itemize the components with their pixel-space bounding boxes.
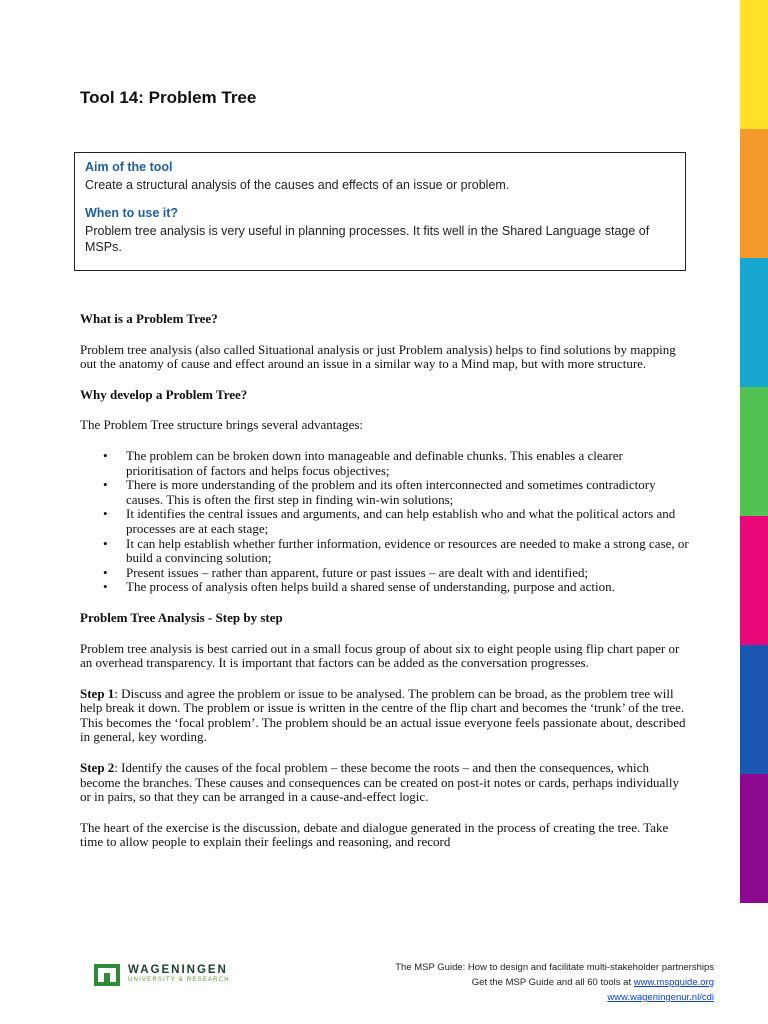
when-heading: When to use it? xyxy=(85,206,179,220)
aim-box xyxy=(74,152,686,271)
footer-line-2 xyxy=(395,975,714,990)
step-2-text: : Identify the causes of the focal problem – these become the roots – and then the consequences, which become the branches. These causes and consequences can be created on post-it notes or cards, perhaps individually or in pairs, so that they can be arranged in a cause-and-effect logic. xyxy=(80,760,679,805)
bullet-icon: • xyxy=(103,535,108,551)
list-item xyxy=(80,507,690,536)
list-item xyxy=(80,537,690,566)
steps-intro: Problem tree analysis is best carried out in a small focus group of about six to eight people using flip chart paper or an overhead transparency. It is important that factors can be added as the conversation progresses. xyxy=(80,640,680,671)
mspguide-link[interactable]: www.mspguide.org xyxy=(633,977,714,988)
list-item-text: There is more understanding of the problem and its often interconnected and sometimes contradictory causes. This is often the first step in finding win-win solutions; xyxy=(126,477,656,507)
list-item-text: Present issues – rather than apparent, future or past issues – are dealt with and identified; xyxy=(126,564,589,580)
page-title: Tool 14: Problem Tree xyxy=(80,88,257,107)
list-item-text: The process of analysis often helps build a shared sense of understanding, purpose and action. xyxy=(126,579,615,595)
heart-text: The heart of the exercise is the discussion, debate and dialogue generated in the process of creating the tree. Take time to allow people to explain their feelings and reasoning, and record xyxy=(80,819,669,850)
step-2 xyxy=(80,761,690,805)
step-1-text: : Discuss and agree the problem or issue to be analysed. The problem can be broad, as the problem tree will help break it down. The problem or issue is written in the centre of the flip chart and becomes the ‘trunk’ of the tree. This becomes the ‘focal problem’. The problem should be an actual issue everyone feels passionate about, described in general, key wording. xyxy=(80,685,686,745)
bullet-icon: • xyxy=(103,447,108,463)
bullet-icon: • xyxy=(103,477,108,493)
footer-line-1: The MSP Guide: How to design and facilitate multi-stakeholder partnerships xyxy=(395,962,714,973)
strip-purple xyxy=(740,774,768,903)
list-item-text: It can help establish whether further information, evidence or resources are needed to make a strong case, or build a convincing solution; xyxy=(126,535,689,566)
list-item xyxy=(80,449,690,478)
strip-blue xyxy=(740,645,768,774)
logo-name: WAGENINGEN xyxy=(128,964,228,976)
what-heading: What is a Problem Tree? xyxy=(80,311,218,326)
footer-text xyxy=(395,960,714,1005)
wageningen-logo-icon xyxy=(94,962,120,986)
bullet-icon: • xyxy=(103,579,108,595)
footer-line-2-prefix: Get the MSP Guide and all 60 tools at xyxy=(471,977,634,988)
aim-heading: Aim of the tool xyxy=(85,160,173,174)
why-heading: Why develop a Problem Tree? xyxy=(80,386,248,402)
list-item-text: The problem can be broken down into manageable and definable chunks. This enables a clearer prioritisation of factors and helps focus objectives; xyxy=(126,447,623,478)
what-text: Problem tree analysis (also called Situational analysis or just Problem analysis) helps to find solutions by mapping out the anatomy of cause and effect around an issue in a similar way to a Mind map, but with more structure. xyxy=(80,341,676,372)
step-2-label: Step 2 xyxy=(80,760,115,776)
wageningen-logo xyxy=(94,962,230,986)
step-1-label: Step 1 xyxy=(80,685,115,701)
bullet-icon: • xyxy=(103,564,108,580)
why-intro: The Problem Tree structure brings several advantages: xyxy=(80,417,364,433)
strip-green xyxy=(740,387,768,516)
list-item xyxy=(80,580,690,595)
list-item xyxy=(80,478,690,507)
color-strip xyxy=(740,0,768,903)
wageningen-link[interactable]: www.wageningenur.nl/cdi xyxy=(607,992,714,1003)
aim-text: Create a structural analysis of the causes and effects of an issue or problem. xyxy=(85,178,510,192)
steps-heading: Problem Tree Analysis - Step by step xyxy=(80,609,283,625)
strip-cyan xyxy=(740,258,768,387)
bullet-icon: • xyxy=(103,506,108,522)
footer-line-3 xyxy=(395,990,714,1005)
main-content xyxy=(80,312,690,866)
when-text: Problem tree analysis is very useful in planning processes. It fits well in the Shared Language stage of MSPs. xyxy=(85,224,650,254)
strip-magenta xyxy=(740,516,768,645)
strip-orange xyxy=(740,129,768,258)
step-1 xyxy=(80,687,690,745)
logo-subtitle: UNIVERSITY & RESEARCH xyxy=(128,977,230,983)
list-item-text: It identifies the central issues and arguments, and can help establish who and what the political actors and processes are at each stage; xyxy=(126,506,676,536)
list-item xyxy=(80,566,690,581)
strip-yellow xyxy=(740,0,768,129)
advantages-list xyxy=(80,449,690,595)
